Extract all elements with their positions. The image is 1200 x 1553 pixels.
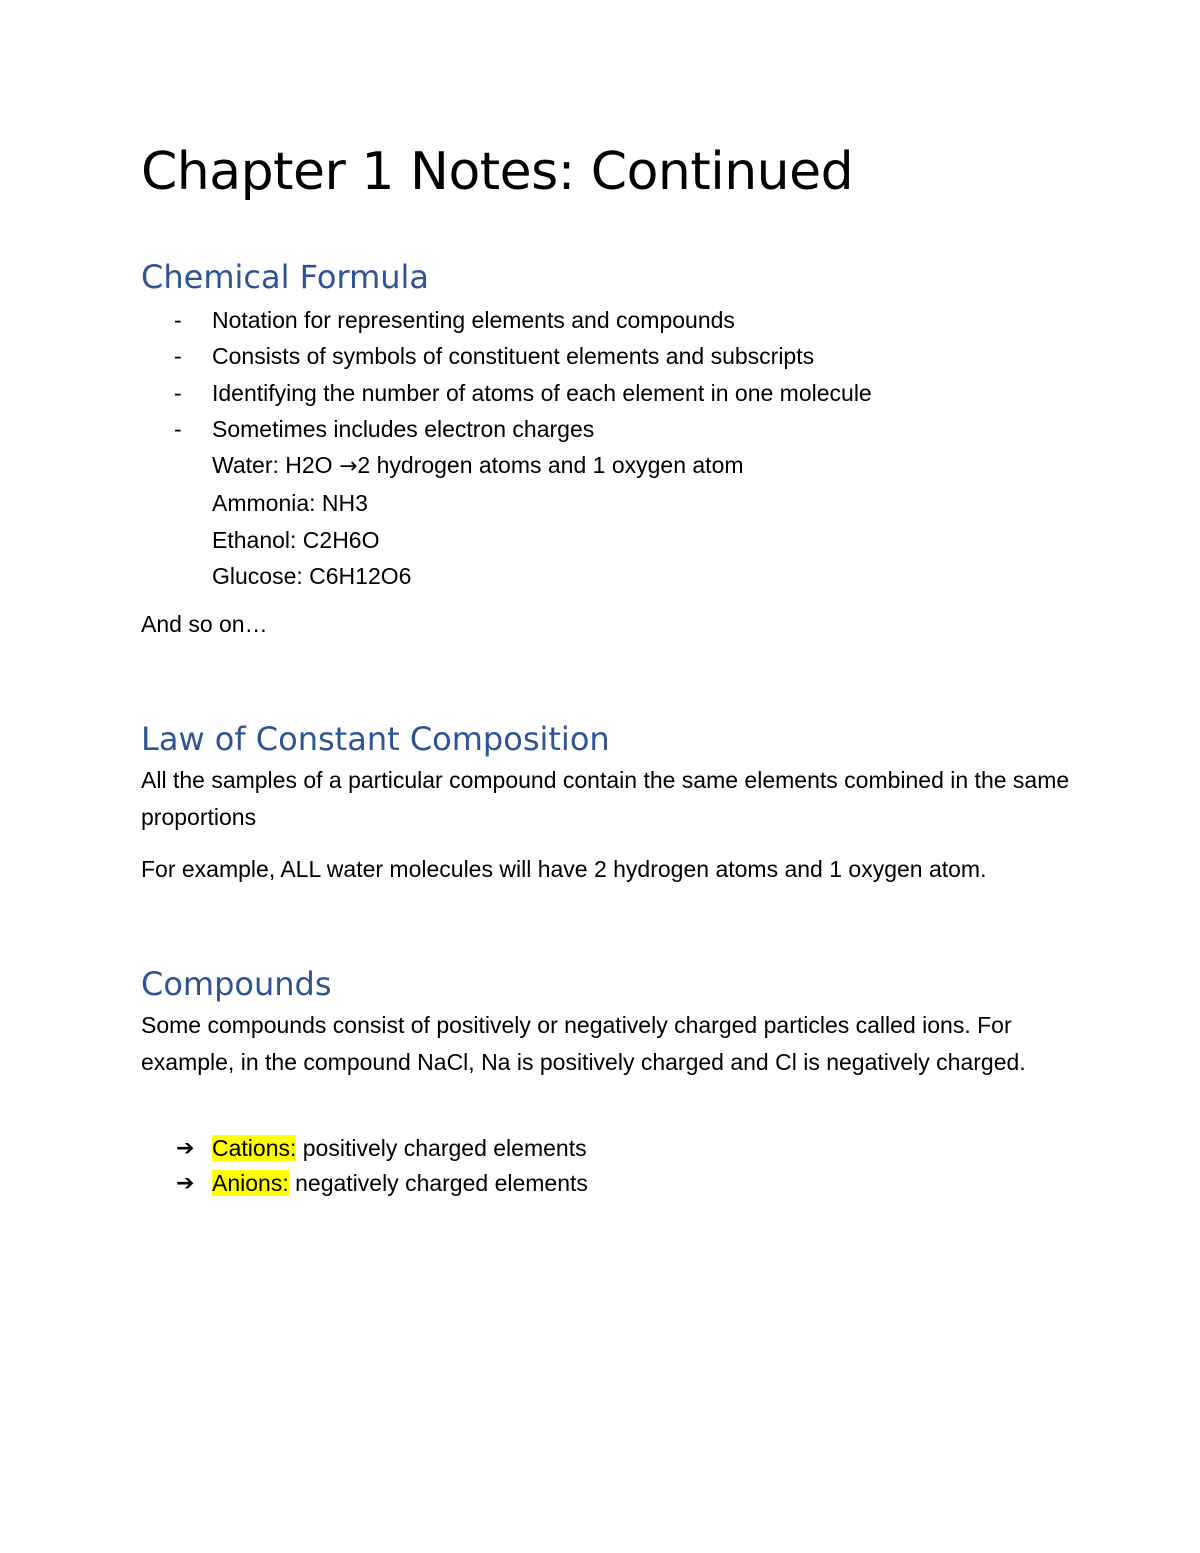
highlighted-term-anions: Anions:	[212, 1170, 289, 1196]
and-so-on-text: And so on…	[141, 611, 268, 637]
chemical-formula-list	[141, 302, 872, 448]
heading-chemical-formula: Chemical Formula	[141, 258, 430, 296]
heading-law-of-constant-composition: Law of Constant Composition	[141, 720, 610, 758]
list-item	[141, 411, 872, 447]
list-item	[176, 1131, 588, 1166]
example-glucose: Glucose: C6H12O6	[212, 563, 412, 590]
list-item-text: Notation for representing elements and compounds	[212, 307, 735, 333]
law-example: For example, ALL water molecules will have 2 hydrogen atoms and 1 oxygen atom.	[141, 856, 987, 882]
dash-bullet: -	[174, 307, 182, 333]
list-item	[141, 302, 872, 338]
dash-bullet: -	[174, 379, 182, 406]
right-arrow-icon: →	[338, 454, 358, 479]
highlighted-term-cations: Cations:	[212, 1135, 297, 1161]
example-ethanol: Ethanol: C2H6O	[212, 526, 380, 553]
list-item-text: Identifying the number of atoms of each element in one molecule	[212, 379, 872, 406]
list-item	[176, 1166, 588, 1201]
term-definition: negatively charged elements	[288, 1170, 588, 1196]
example-water	[212, 447, 744, 485]
law-definition: All the samples of a particular compound contain the same elements combined in the same proportions	[141, 767, 1070, 830]
example-ammonia: Ammonia: NH3	[212, 490, 368, 517]
list-item	[141, 375, 872, 411]
ion-types-list	[176, 1131, 588, 1201]
list-item	[141, 338, 872, 374]
arrow-bullet-icon: ➔	[176, 1136, 195, 1161]
formula-examples	[212, 447, 744, 595]
example-water-detail: 2 hydrogen atoms and 1 oxygen atom	[357, 452, 744, 478]
list-item-text: Sometimes includes electron charges	[212, 416, 595, 443]
compounds-paragraph: Some compounds consist of positively or negatively charged particles called ions. For example, in the compound NaCl, Na is positively charged and Cl is negatively charged.	[141, 1012, 1026, 1075]
document-title: Chapter 1 Notes: Continued	[141, 142, 854, 202]
example-water-label: Water: H2O	[212, 452, 339, 478]
dash-bullet: -	[174, 416, 182, 443]
heading-compounds: Compounds	[141, 965, 332, 1003]
dash-bullet: -	[174, 343, 182, 370]
list-item-text: Consists of symbols of constituent elements and subscripts	[212, 343, 815, 370]
arrow-bullet-icon: ➔	[176, 1171, 195, 1196]
term-definition: positively charged elements	[296, 1135, 587, 1161]
